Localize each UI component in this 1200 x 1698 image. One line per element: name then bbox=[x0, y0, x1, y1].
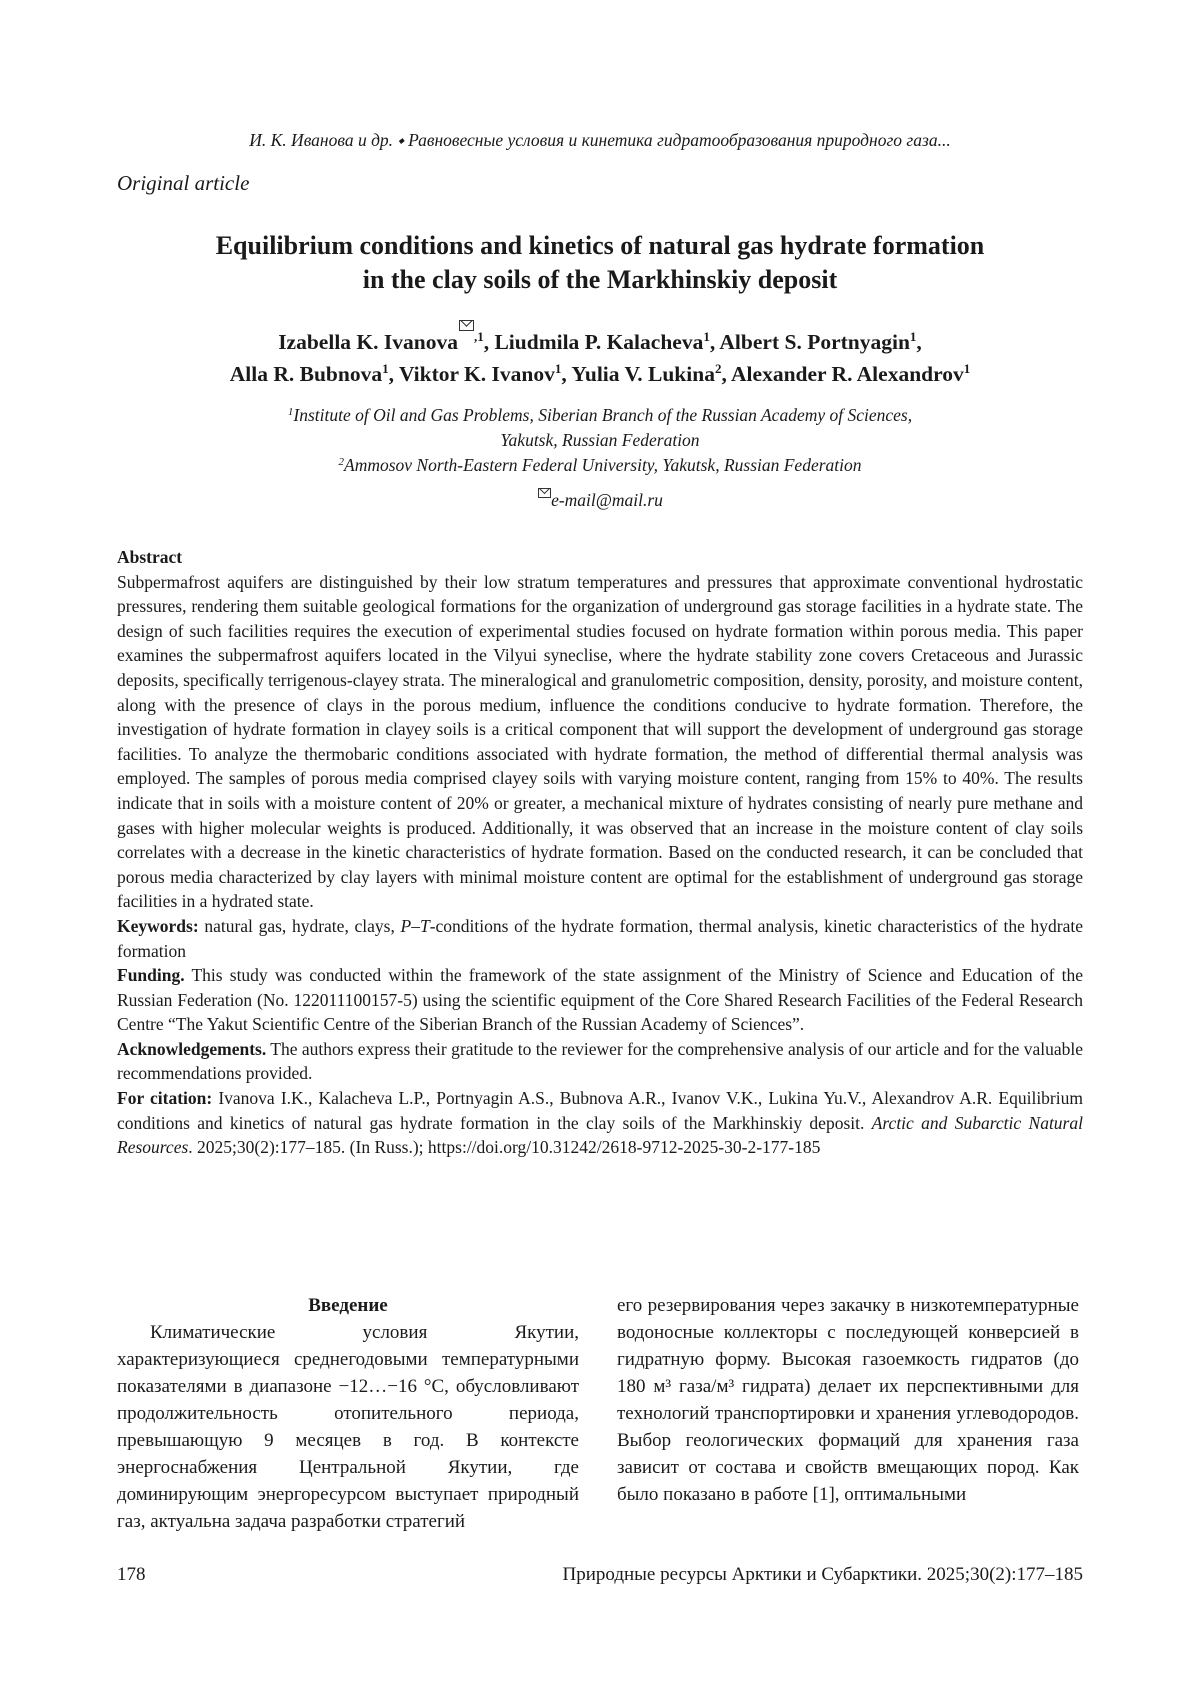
left-column bbox=[117, 1292, 579, 1535]
author-name: Alexander R. Alexandrov bbox=[731, 362, 964, 386]
mail-icon bbox=[538, 488, 551, 498]
author-name: Liudmila P. Kalacheva bbox=[494, 330, 704, 354]
author-name: Albert S. Portnyagin bbox=[719, 330, 910, 354]
abstract-section bbox=[117, 545, 1083, 1160]
right-column bbox=[617, 1292, 1079, 1508]
funding: Funding. This study was conducted within the framework of the state assignment of the Ministry of Science and Education of the Russian Federation (No. 122011100157-5) using the scientific equipment of the Core Shared Research Facilities of the Federal Research Centre “The Yakut Scientific Centre of the Siberian Branch of the Russian Academy of Sciences”. bbox=[117, 965, 1083, 1035]
affiliation-1-city: Yakutsk, Russian Federation bbox=[500, 430, 700, 450]
author-affil: ,1 bbox=[458, 329, 484, 344]
page-number: 178 bbox=[117, 1564, 146, 1585]
author-affil: 1 bbox=[382, 361, 389, 376]
affiliation-1: $^1$Institute of Oil and Gas Problems, Siberian Branch of the Russian Academy of Sciences, bbox=[287, 405, 913, 425]
affiliation-2: $^2$Ammosov North-Eastern Federal University, Yakutsk, Russian Federation bbox=[338, 455, 862, 475]
mail-icon bbox=[459, 320, 474, 331]
paragraph: Климатические условия Якутии, характеризующиеся среднегодовыми температурными показателями в диапазоне −12…−16 °С, обусловливают продолжительность отопительного периода, превышающую 9 месяцев в год. В контексте энергоснабжения Центральной Якутии, где доминирующим энергоресурсом выступает природный газ, актуальна задача разработки стратегий bbox=[117, 1322, 579, 1532]
corresponding-email[interactable]: e-mail@mail.ru bbox=[117, 488, 1083, 513]
abstract-text: Subpermafrost aquifers are distinguished by their low stratum temperatures and pressures that approximate conventional hydrostatic pressures, rendering them suitable geological formations for the organization of underground gas storage facilities in a hydrate state. The design of such facilities requires the execution of experimental studies focused on hydrate formation within porous media. This paper examines the subpermafrost aquifers located in the Vilyui syneclise, where the hydrate stability zone covers Cretaceous and Jurassic deposits, specifically terrigenous-clayey strata. The mineralogical and granulometric composition, density, porosity, and moisture content, along with the presence of clays in the porous medium, influence the conditions conducive to hydrate formation. Therefore, the investigation of hydrate formation in clayey soils is a critical component that will support the development of underground gas storage facilities. To analyze the thermobaric conditions associated with hydrate formation, the method of differential thermal analysis was employed. The samples of porous media comprised clayey soils with varying moisture content, ranging from 15% to 40%. The results indicate that in soils with a moisture content of 20% or greater, a mechanical mixture of hydrates consisting of nearly pure methane and gases with higher molecular weights is produced. Additionally, it was observed that an increase in the moisture content of clay soils correlates with a decrease in the kinetic characteristics of hydrate formation. Based on the conducted research, it can be concluded that porous media characterized by clay layers with minimal moisture content are optimal for the establishment of underground gas storage facilities in a hydrated state. bbox=[117, 571, 1083, 912]
article-title bbox=[117, 229, 1083, 297]
section-heading: Введение bbox=[308, 1295, 388, 1316]
author-name: Yulia V. Lukina bbox=[571, 362, 715, 386]
author-affil: 1 bbox=[963, 361, 971, 376]
author-name: Viktor K. Ivanov bbox=[398, 362, 555, 386]
citation: For citation: Ivanova I.K., Kalacheva L.P., Portnyagin A.S., Bubnova A.R., Ivanov V.K., Lukina Yu.V., Alexandrov A.R. Equilibrium conditions and kinetics of natural gas hydrate formation in the clay soils of the Markhinskiy deposit. Arctic and Subarctic Natural Resources. 2025;30(2):177–185. (In Russ.); https://doi.org/10.31242/2618-9712-2025-30-2-177-185 bbox=[117, 1088, 1083, 1158]
authors-line-1: Izabella K. Ivanova $^{,1}$, Liudmila P. Kalacheva$^1$, Albert S. Portnyagin$^1$, bbox=[117, 320, 1083, 358]
acknowledgements: Acknowledgements. The authors express their gratitude to the reviewer for the comprehensive analysis of our article and for the valuable recommendations provided. bbox=[117, 1038, 1083, 1084]
title-line-1: Equilibrium conditions and kinetics of natural gas hydrate formation bbox=[215, 231, 985, 260]
author-name: Izabella K. Ivanova bbox=[278, 330, 458, 354]
author-affil: 1 bbox=[909, 329, 917, 344]
article-type: Original article bbox=[117, 171, 250, 195]
affiliations bbox=[117, 403, 1083, 513]
authors-line-2: Alla R. Bubnova$^1$, Viktor K. Ivanov$^1$, Yulia V. Lukina$^2$, Alexander R. Alexandrov$^1$ bbox=[229, 361, 971, 386]
author-affil: 1 bbox=[554, 361, 562, 376]
running-header: И. К. Иванова и др. ⬩ Равновесные условия и кинетика гидратообразования природного газа... bbox=[249, 130, 951, 150]
author-affil: 1 bbox=[703, 329, 710, 344]
title-line-2: in the clay soils of the Markhinskiy deposit bbox=[362, 265, 838, 294]
keywords: Keywords: natural gas, hydrate, clays, P–T-conditions of the hydrate formation, thermal analysis, kinetic characteristics of the hydrate formation bbox=[117, 915, 1083, 961]
paragraph: его резервирования через закачку в низкотемпературные водоносные коллекторы с последующей конверсией в гидратную форму. Высокая газоемкость гидратов (до 180 м³ газа/м³ гидрата) делает их перспективными для технологий транспортировки и хранения углеводородов. Выбор геологических формаций для хранения газа зависит от состава и свойств вмещающих пород. Как было показано в работе [1], оптимальными bbox=[617, 1295, 1079, 1505]
author-affil: 2 bbox=[714, 361, 722, 376]
author-name: Alla R. Bubnova bbox=[229, 362, 383, 386]
abstract-heading: Abstract bbox=[117, 547, 183, 567]
author-list bbox=[117, 320, 1083, 390]
journal-reference: Природные ресурсы Арктики и Субарктики. 2025;30(2):177–185 bbox=[562, 1564, 1083, 1585]
